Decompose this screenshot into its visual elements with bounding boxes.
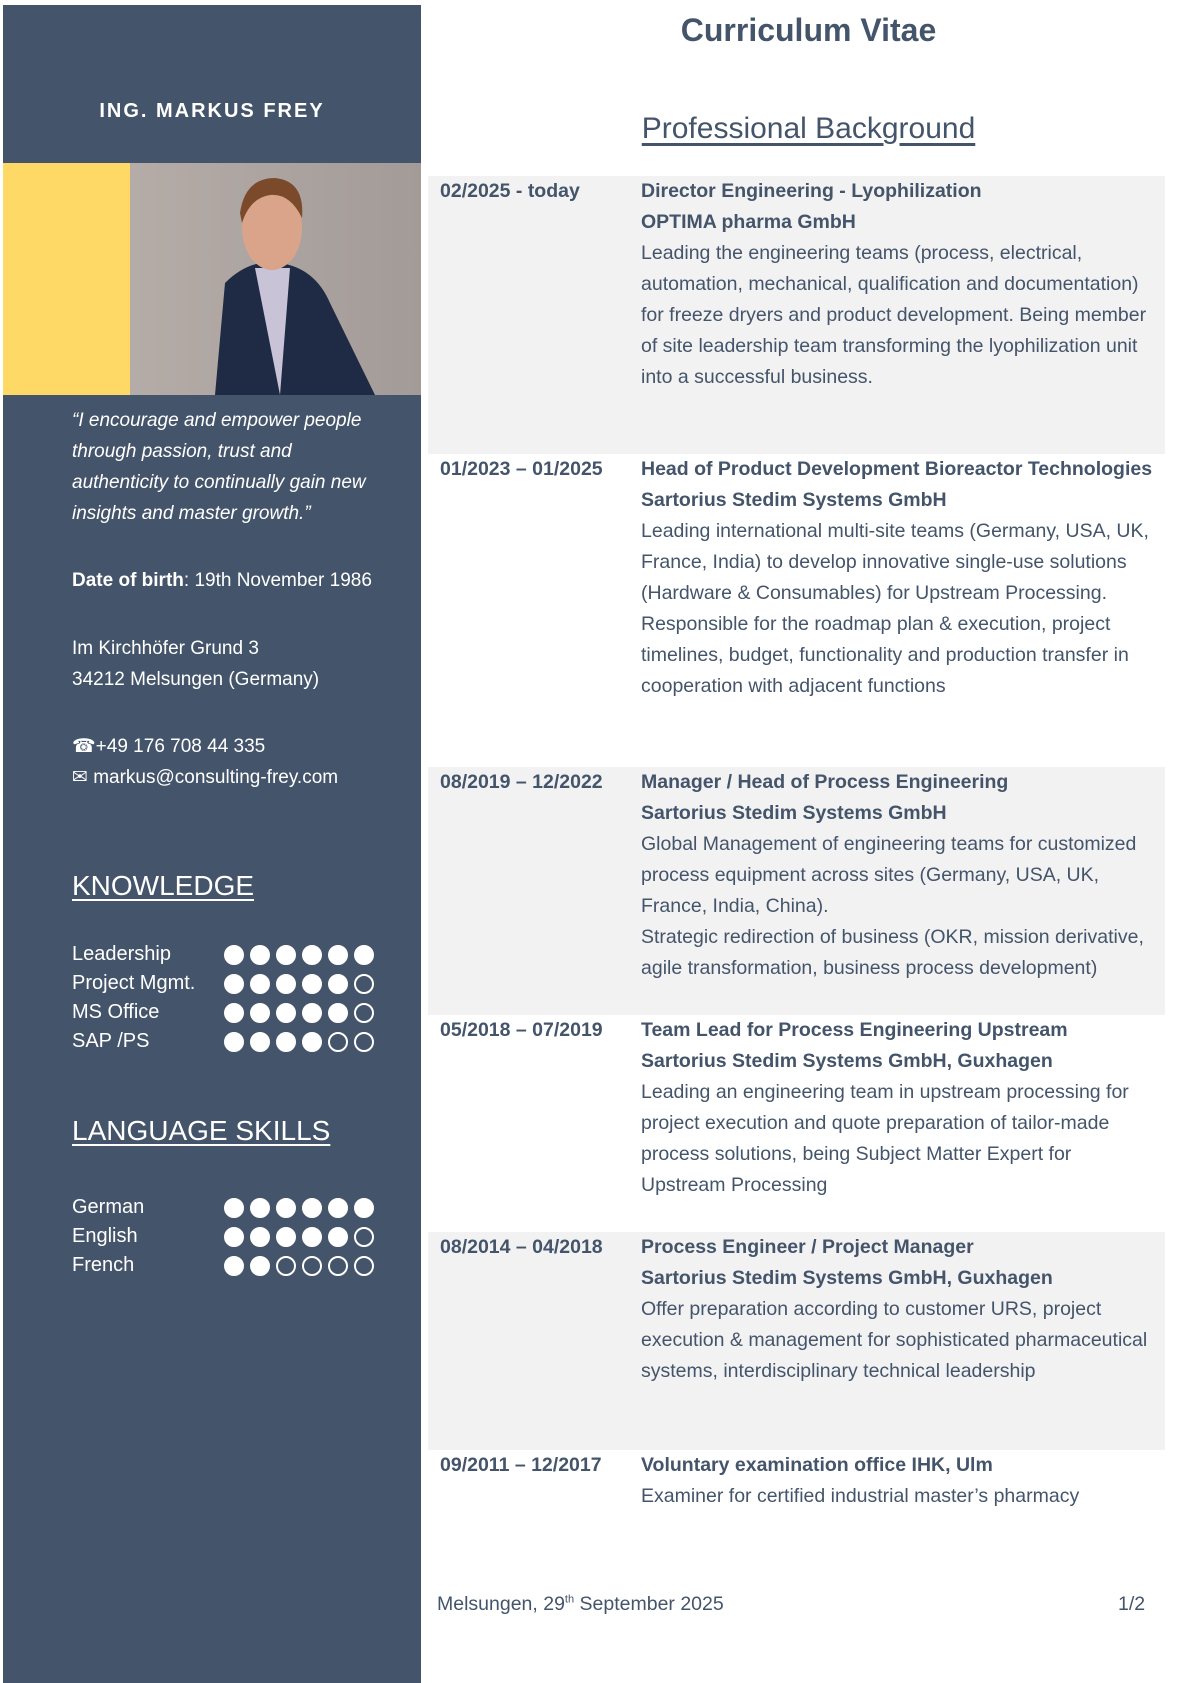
entry-description: Offer preparation according to customer URS, project execution & management for sophisticated pharmaceutical systems, interdisciplinary technical leadership [641, 1298, 1148, 1382]
footer-sup: th [564, 1593, 575, 1606]
entry-description: Global Management of engineering teams for customized process equipment across sites (Germany, USA, UK, France, India, China). [641, 833, 1137, 917]
skill-rating [224, 1256, 374, 1276]
knowledge-heading: KNOWLEDGE [72, 870, 255, 901]
contact [72, 731, 338, 793]
entry-date: 01/2023 – 01/2025 [440, 458, 603, 480]
rating-dot-filled [354, 945, 374, 965]
footer-place: Melsungen, 29 [437, 1593, 565, 1615]
entry-description: Leading an engineering team in upstream processing for project execution and quote preparation of tailor-made process solutions, being Subject Matter Expert for Upstream Processing [641, 1081, 1129, 1196]
experience-entry [428, 454, 1165, 767]
section-heading-text: Professional Background [641, 112, 976, 145]
rating-dot-filled [302, 974, 322, 994]
personal-quote: “I encourage and empower people through passion, trust and authenticity to continually gain new insights and master growth.” [72, 410, 366, 524]
rating-dot-filled [302, 1227, 322, 1247]
skill-rating [224, 1032, 374, 1052]
entry-role: Process Engineer / Project Manager [641, 1236, 974, 1258]
rating-dot-filled [250, 1227, 270, 1247]
page-number: 1/2 [1118, 1593, 1146, 1615]
rating-dot-empty [328, 1032, 348, 1052]
entry-date: 09/2011 – 12/2017 [440, 1454, 602, 1476]
entry-company: Sartorius Stedim Systems GmbH, Guxhagen [641, 1050, 1053, 1072]
experience-entry [428, 767, 1165, 1015]
person-name: ING. MARKUS FREY [99, 100, 325, 122]
email-icon: ✉ [72, 767, 88, 788]
rating-dot-filled [250, 945, 270, 965]
rating-dot-filled [224, 945, 244, 965]
accent-block [3, 163, 130, 395]
address-line: 34212 Melsungen (Germany) [72, 669, 320, 690]
skill-row [72, 940, 392, 969]
entry-role: Head of Product Development Bioreactor Technologies [641, 458, 1153, 480]
experience-entry [428, 176, 1165, 454]
rating-dot-empty [354, 1032, 374, 1052]
entry-date: 08/2019 – 12/2022 [440, 771, 603, 793]
rating-dot-filled [328, 1003, 348, 1023]
phone-icon: ☎ [72, 736, 96, 757]
experience-entry [428, 1232, 1165, 1450]
experience-entry [428, 1450, 1165, 1510]
rating-dot-filled [224, 1198, 244, 1218]
entry-description: Examiner for certified industrial master’s pharmacy [641, 1485, 1080, 1507]
skill-row [72, 998, 392, 1027]
email-address: markus@consulting-frey.com [93, 767, 339, 788]
skill-rating [224, 974, 374, 994]
rating-dot-filled [224, 1032, 244, 1052]
rating-dot-filled [302, 1003, 322, 1023]
language-heading: LANGUAGE SKILLS [72, 1115, 331, 1146]
skill-label: English [72, 1225, 138, 1247]
skill-row [72, 1027, 392, 1056]
rating-dot-filled [276, 1198, 296, 1218]
skill-label: SAP /PS [72, 1030, 150, 1052]
experience-entry [428, 1015, 1165, 1232]
skill-row [72, 1222, 392, 1251]
skill-rating [224, 1198, 374, 1218]
rating-dot-filled [224, 974, 244, 994]
page-title: Curriculum Vitae [680, 12, 937, 48]
rating-dot-filled [250, 974, 270, 994]
rating-dot-filled [276, 945, 296, 965]
rating-dot-filled [328, 1227, 348, 1247]
entry-description: Strategic redirection of business (OKR, mission derivative, agile transformation, business process development) [641, 926, 1144, 979]
entry-company: OPTIMA pharma GmbH [641, 211, 856, 233]
rating-dot-filled [250, 1032, 270, 1052]
skill-label: MS Office [72, 1001, 160, 1023]
footer-place-date [437, 1593, 724, 1616]
skill-label: German [72, 1196, 145, 1218]
entry-company: Sartorius Stedim Systems GmbH, Guxhagen [641, 1267, 1053, 1289]
entry-role: Team Lead for Process Engineering Upstream [641, 1019, 1068, 1041]
rating-dot-empty [328, 1256, 348, 1276]
rating-dot-filled [302, 1032, 322, 1052]
entry-role: Voluntary examination office IHK, Ulm [641, 1454, 993, 1476]
rating-dot-empty [354, 1227, 374, 1247]
rating-dot-filled [328, 945, 348, 965]
entry-date: 02/2025 - today [440, 180, 580, 202]
skill-row [72, 1251, 392, 1280]
entry-date: 08/2014 – 04/2018 [440, 1236, 603, 1258]
address [72, 633, 319, 695]
rating-dot-filled [276, 1227, 296, 1247]
rating-dot-filled [328, 974, 348, 994]
skill-label: Leadership [72, 943, 171, 965]
address-line: Im Kirchhöfer Grund 3 [72, 638, 259, 659]
footer-month: September 2025 [574, 1593, 724, 1615]
rating-dot-filled [250, 1003, 270, 1023]
rating-dot-filled [224, 1003, 244, 1023]
rating-dot-filled [276, 1032, 296, 1052]
rating-dot-empty [302, 1256, 322, 1276]
entry-company: Sartorius Stedim Systems GmbH [641, 489, 947, 511]
dob-value: : 19th November 1986 [183, 570, 372, 591]
dob-label: Date of birth [72, 570, 184, 591]
skill-rating [224, 1003, 374, 1023]
rating-dot-filled [224, 1227, 244, 1247]
profile-photo [130, 163, 421, 395]
rating-dot-filled [250, 1256, 270, 1276]
entry-description: Leading the engineering teams (process, electrical, automation, mechanical, qualification and documentation) for freeze dryers and product development. Being member of site leadership team transforming the lyophilization unit into a successful business. [641, 242, 1147, 388]
skill-row [72, 969, 392, 998]
sidebar [3, 5, 421, 1683]
skill-row [72, 1193, 392, 1222]
rating-dot-empty [354, 1003, 374, 1023]
rating-dot-empty [354, 974, 374, 994]
skill-rating [224, 1227, 374, 1247]
rating-dot-empty [276, 1256, 296, 1276]
skill-rating [224, 945, 374, 965]
rating-dot-filled [224, 1256, 244, 1276]
entry-date: 05/2018 – 07/2019 [440, 1019, 603, 1041]
entry-description: Leading international multi-site teams (Germany, USA, UK, France, India) to develop innovative single-use solutions (Hardware & Consumables) for Upstream Processing. Responsible for the roadmap plan & execution, project timelines, budget, functionality and production transfer in cooperation with adjacent functions [641, 520, 1149, 697]
section-heading [430, 112, 1187, 146]
entry-role: Manager / Head of Process Engineering [641, 771, 1009, 793]
rating-dot-filled [250, 1198, 270, 1218]
rating-dot-filled [328, 1198, 348, 1218]
skill-label: French [72, 1254, 135, 1276]
entry-company: Sartorius Stedim Systems GmbH [641, 802, 947, 824]
rating-dot-filled [302, 1198, 322, 1218]
date-of-birth [72, 565, 372, 596]
rating-dot-filled [354, 1198, 374, 1218]
skill-label: Project Mgmt. [72, 972, 196, 994]
rating-dot-empty [354, 1256, 374, 1276]
entry-role: Director Engineering - Lyophilization [641, 180, 982, 202]
phone-number: +49 176 708 44 335 [95, 736, 266, 757]
rating-dot-filled [276, 1003, 296, 1023]
rating-dot-filled [276, 974, 296, 994]
rating-dot-filled [302, 945, 322, 965]
